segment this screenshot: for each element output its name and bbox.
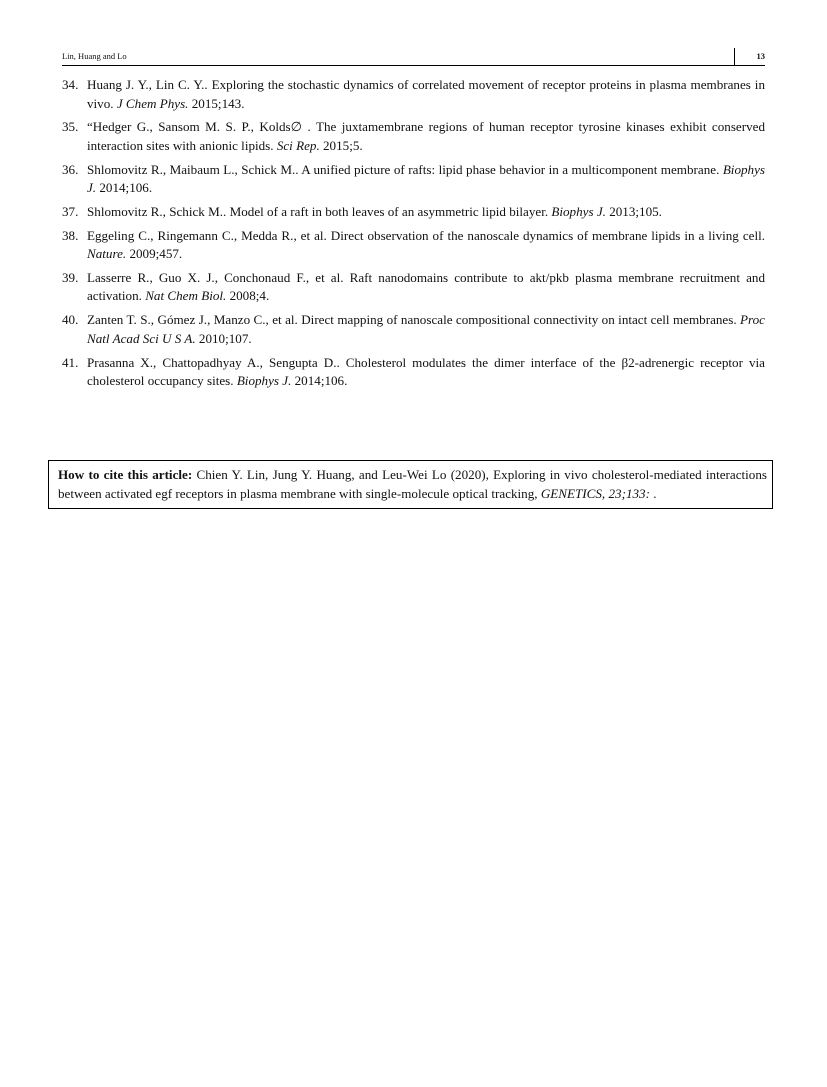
reference-item: [62, 76, 765, 113]
reference-number: 37.: [62, 203, 79, 219]
reference-number: 40.: [62, 312, 79, 328]
reference-number: 39.: [62, 269, 79, 285]
reference-text: Huang J. Y., Lin C. Y.. Exploring the stochastic dynamics of correlated movement of receptor proteins in plasma membranes in vivo.: [87, 77, 765, 111]
reference-journal: Nature.: [87, 246, 127, 262]
page-number: 13: [756, 51, 765, 61]
citation-lead: How to cite this article:: [58, 467, 193, 482]
reference-item: [62, 161, 765, 198]
reference-list: [62, 76, 765, 396]
running-head-authors: Lin, Huang and Lo: [62, 51, 127, 61]
reference-journal: Biophys J.: [236, 373, 292, 389]
reference-item: [62, 227, 765, 264]
reference-text: Prasanna X., Chattopadhyay A., Sengupta D.. Cholesterol modulates the dimer interface of the β2-adrenergic receptor via cholesterol occupancy sites.: [87, 354, 765, 389]
reference-tail: 2014;106.: [291, 373, 348, 389]
reference-tail: 2015;143.: [188, 95, 245, 111]
reference-item: [62, 311, 765, 348]
reference-tail: 2008;4.: [226, 288, 270, 304]
reference-tail: 2010;107.: [195, 330, 252, 346]
reference-text: “Hedger G., Sansom M. S. P., Kolds∅ . The juxtamembrane regions of human receptor tyrosine kinases exhibit conserved interaction sites with anionic lipids.: [87, 119, 765, 153]
running-head: [62, 48, 765, 66]
reference-item: [62, 118, 765, 155]
reference-text: Shlomovitz R., Maibaum L., Schick M.. A unified picture of rafts: lipid phase behavior in a multicomponent membrane.: [87, 161, 723, 177]
reference-number: 35.: [62, 119, 79, 135]
citation-tail: .: [649, 485, 657, 501]
citation-text: Chien Y. Lin, Jung Y. Huang, and Leu-Wei Lo (2020), Exploring in vivo cholesterol-mediated interactions between activated egf receptors in plasma membrane with single-molecule optical tracking,: [58, 467, 767, 501]
citation-journal: GENETICS, 23;133:: [540, 485, 650, 501]
reference-number: 41.: [62, 354, 79, 370]
reference-item: [62, 203, 765, 222]
reference-number: 34.: [62, 77, 79, 92]
reference-number: 36.: [62, 161, 79, 177]
reference-tail: 2009;457.: [126, 246, 183, 262]
reference-journal: Biophys J.: [87, 161, 765, 196]
running-head-separator: [734, 48, 735, 65]
reference-item: [62, 269, 765, 306]
reference-text: Eggeling C., Ringemann C., Medda R., et al. Direct observation of the nanoscale dynamics of membrane lipids in a living cell.: [87, 227, 765, 243]
reference-text: Zanten T. S., Gómez J., Manzo C., et al. Direct mapping of nanoscale compositional connectivity on intact cell membranes.: [87, 312, 741, 328]
reference-tail: 2013;105.: [605, 203, 662, 219]
reference-item: [62, 354, 765, 391]
reference-journal: Biophys J.: [551, 203, 606, 219]
reference-text: Lasserre R., Guo X. J., Conchonaud F., et al. Raft nanodomains contribute to akt/pkb plasma membrane recruitment and activation.: [87, 269, 765, 304]
reference-number: 38.: [62, 227, 79, 243]
reference-tail: 2014;106.: [96, 180, 153, 196]
reference-journal: Proc Natl Acad Sci U S A.: [87, 312, 765, 346]
reference-text: Shlomovitz R., Schick M.. Model of a raft in both leaves of an asymmetric lipid bilayer.: [87, 203, 552, 219]
reference-journal: Sci Rep.: [276, 137, 320, 153]
citation-box: [48, 460, 773, 509]
reference-tail: 2015;5.: [319, 137, 363, 153]
reference-journal: Nat Chem Biol.: [145, 288, 227, 304]
reference-journal: J Chem Phys.: [116, 95, 189, 111]
